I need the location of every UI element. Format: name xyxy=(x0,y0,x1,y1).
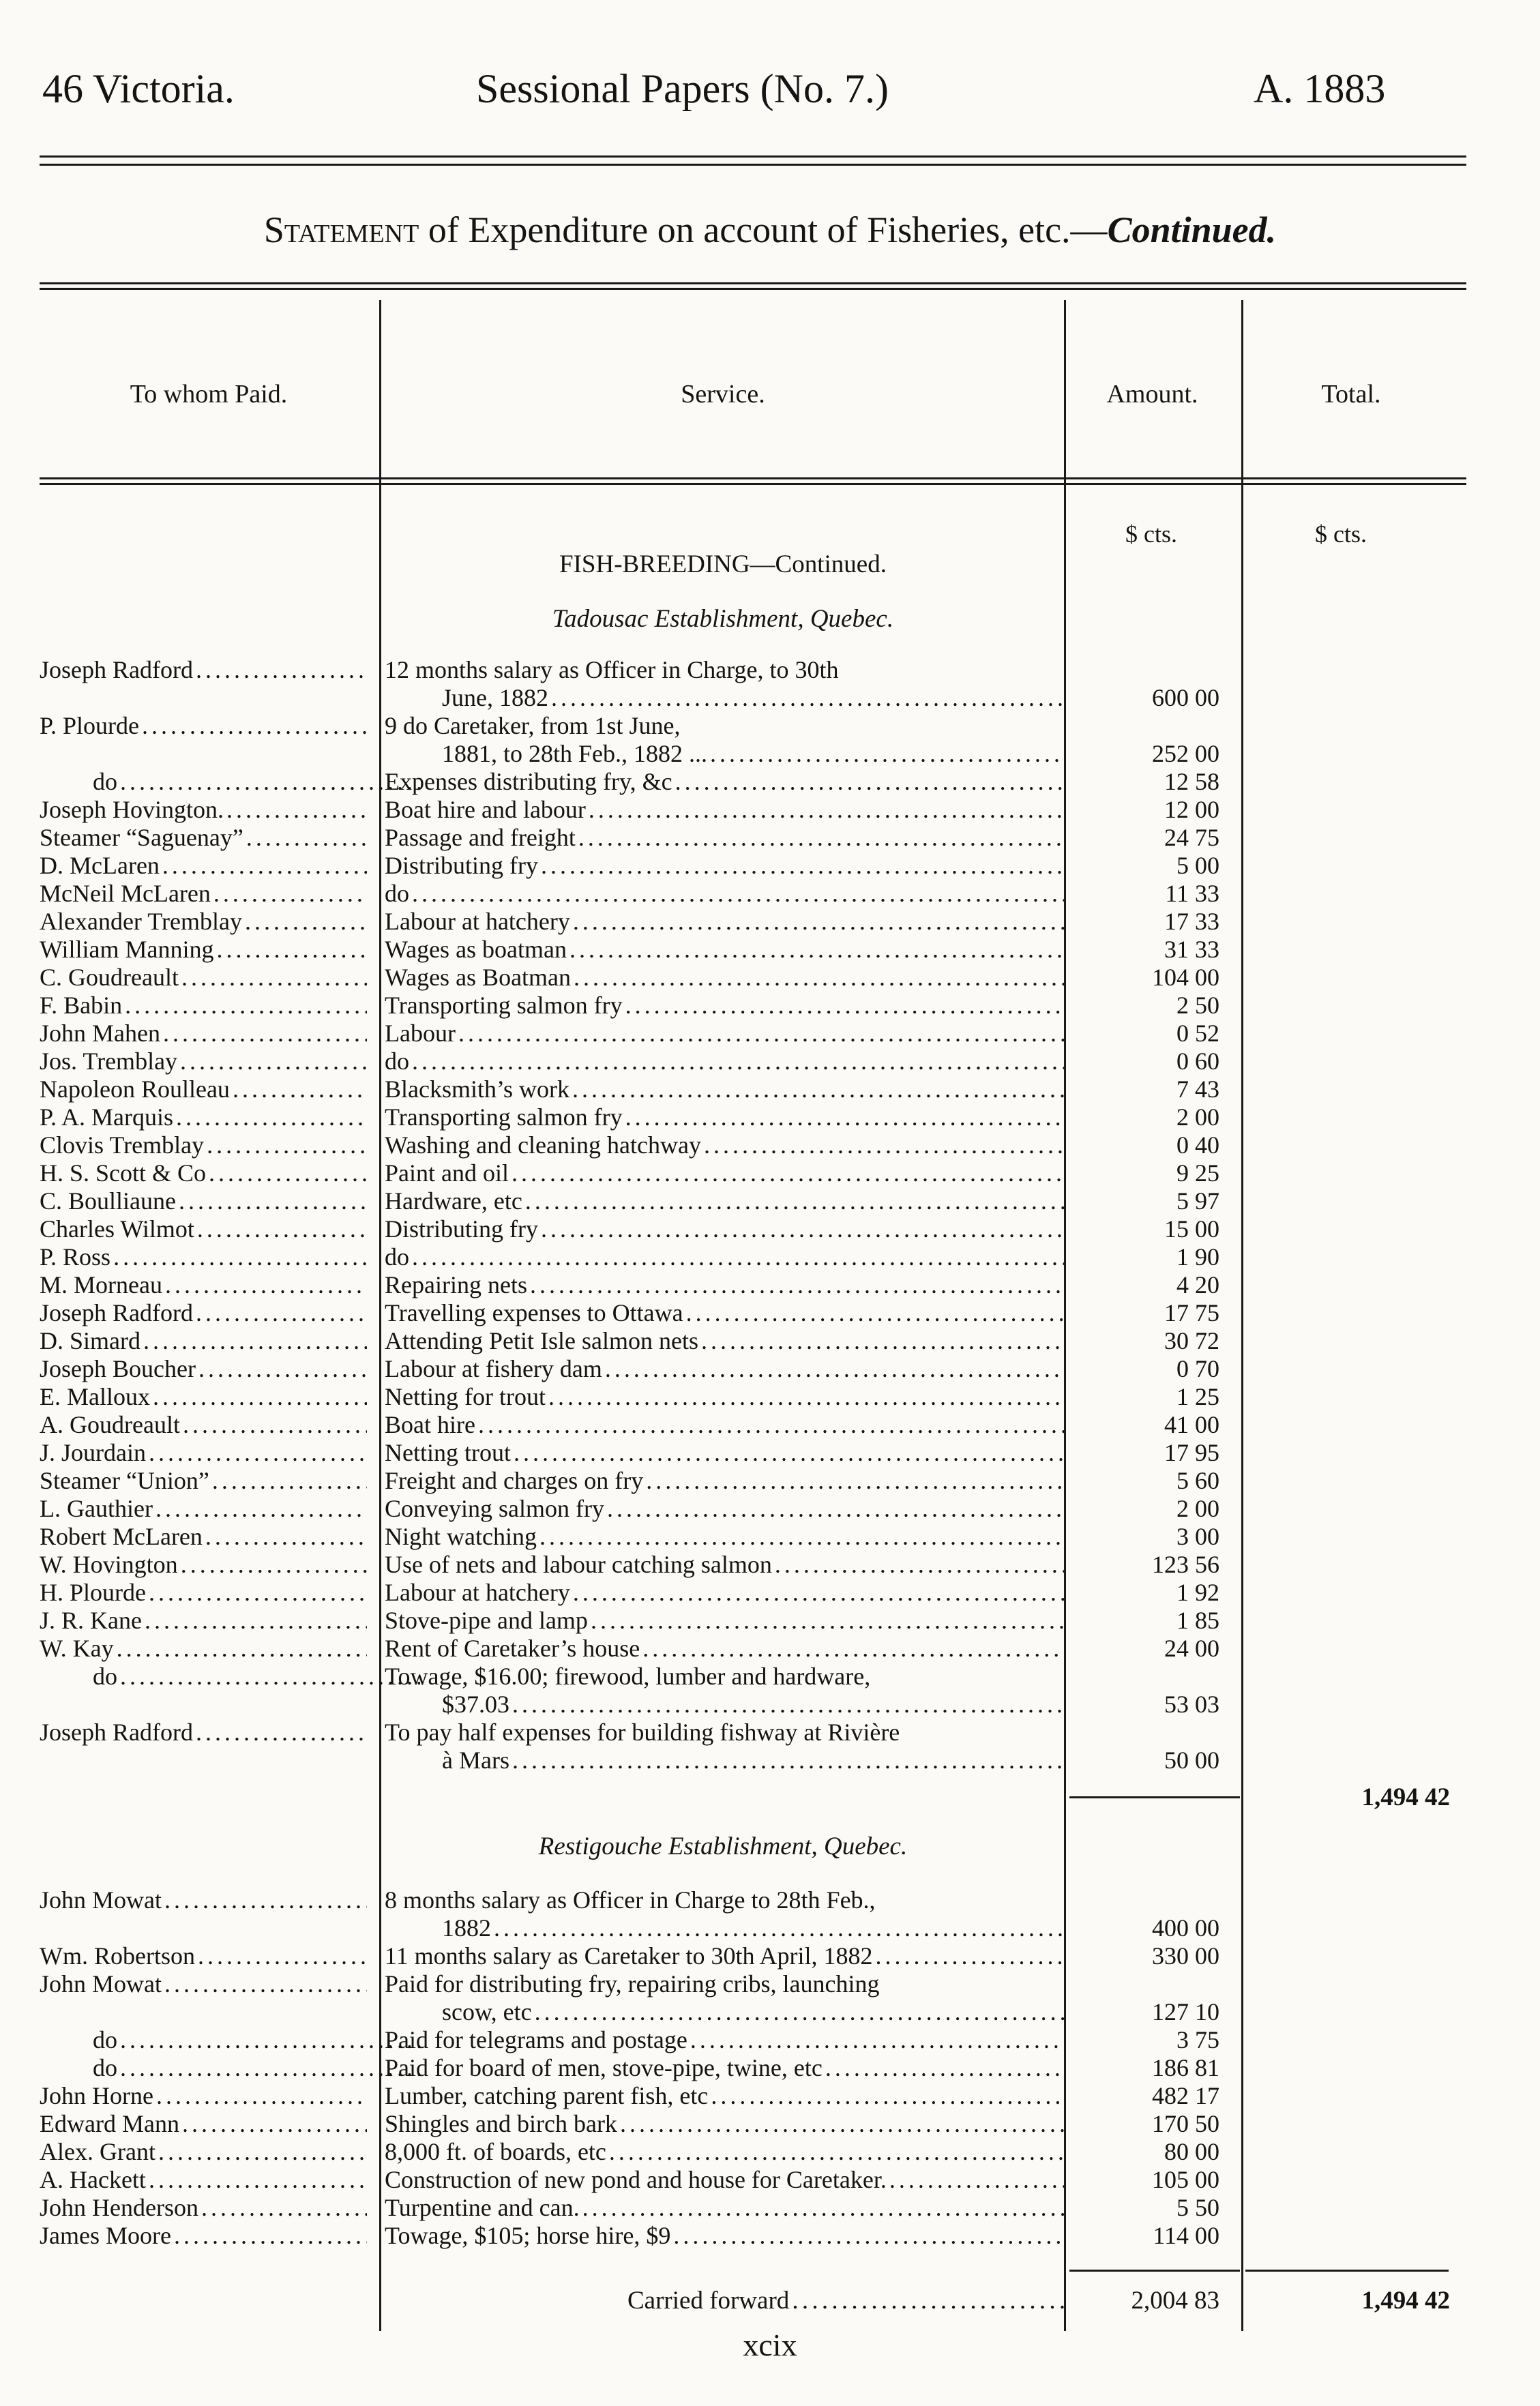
service-cell xyxy=(385,1551,1064,1579)
service-text: Wages as Boatman xyxy=(385,964,572,991)
payee-name: P. Ross xyxy=(40,1243,111,1271)
service-cell xyxy=(385,1635,1064,1663)
amount-cell: 170 50 xyxy=(1152,2110,1219,2137)
amount-cell: 2 00 xyxy=(1176,1103,1219,1131)
service-text: Paid for board of men, stove-pipe, twine, etc xyxy=(385,2054,823,2081)
header-left: 46 Victoria. xyxy=(42,66,235,111)
payee-name: C. Boulliaune xyxy=(40,1187,176,1215)
header-right: A. 1883 xyxy=(1254,66,1386,111)
amount-cell: 5 50 xyxy=(1176,2194,1219,2221)
amount-cell: 252 00 xyxy=(1152,740,1219,767)
payee-cell xyxy=(40,1215,378,1243)
service-text: Attending Petit Isle salmon nets xyxy=(385,1327,698,1354)
payee-name: do xyxy=(93,2054,117,2081)
column-divider-amount xyxy=(1241,300,1243,2331)
payee-cell xyxy=(40,1439,378,1467)
service-cell xyxy=(385,1187,1064,1215)
payee-cell xyxy=(93,768,431,796)
carried-forward-label: Carried forward xyxy=(627,2287,790,2315)
payee-cell xyxy=(40,1886,378,1914)
service-text: 9 do Caretaker, from 1st June, xyxy=(385,712,681,739)
service-text: Netting trout xyxy=(385,1439,511,1466)
service-text: 11 months salary as Caretaker to 30th April, 1882 xyxy=(385,1942,873,1970)
service-text: Towage, $16.00; firewood, lumber and hardware, xyxy=(385,1663,871,1690)
service-text: Paid for distributing fry, repairing cribs, launching xyxy=(385,1970,880,1997)
subtotal-rule xyxy=(1069,1796,1240,1798)
payee-name: M. Morneau xyxy=(40,1271,162,1298)
payee-cell xyxy=(40,2194,378,2222)
service-cell xyxy=(385,1942,1064,1970)
payee-cell xyxy=(40,1942,378,1970)
service-cell xyxy=(385,1523,1064,1551)
amount-cell: 0 40 xyxy=(1176,1131,1219,1159)
service-text: Boat hire xyxy=(385,1411,475,1438)
service-text: 1881, to 28th Feb., 1882 ... xyxy=(442,740,708,767)
amount-cell: 2 50 xyxy=(1176,992,1219,1019)
service-cell xyxy=(385,1048,1064,1075)
amount-cell: 600 00 xyxy=(1152,684,1219,711)
payee-cell xyxy=(40,1131,378,1159)
payee-name: Joseph Radford xyxy=(40,1299,193,1326)
payee-cell xyxy=(40,1327,378,1355)
service-cell xyxy=(385,1383,1064,1411)
payee-name: Steamer “Union” xyxy=(40,1467,209,1494)
amount-cell: 0 60 xyxy=(1176,1048,1219,1075)
column-header-to-whom: To whom Paid. xyxy=(130,380,288,409)
amount-cell: 5 00 xyxy=(1176,852,1219,879)
service-cell xyxy=(385,936,1064,964)
payee-name: J. Jourdain xyxy=(40,1439,146,1466)
amount-cell: 0 52 xyxy=(1176,1020,1219,1047)
service-cell xyxy=(385,1886,1064,1942)
amount-cell: 3 00 xyxy=(1176,1523,1219,1550)
payee-cell xyxy=(40,2082,378,2110)
service-cell xyxy=(385,1131,1064,1159)
payee-name: J. R. Kane xyxy=(40,1607,142,1634)
tadousac-total: 1,494 42 xyxy=(1361,1783,1450,1811)
service-text: Labour at hatchery xyxy=(385,908,570,935)
service-cell xyxy=(385,1215,1064,1243)
payee-cell xyxy=(40,1970,378,1998)
service-text: To pay half expenses for building fishway at Rivière xyxy=(385,1719,900,1746)
payee-name: Steamer “Saguenay” xyxy=(40,824,243,851)
payee-name: W. Hovington xyxy=(40,1551,178,1578)
payee-name: Charles Wilmot xyxy=(40,1215,194,1243)
payee-name: Jos. Tremblay xyxy=(40,1048,178,1075)
service-text: Washing and cleaning hatchway xyxy=(385,1131,701,1159)
payee-cell xyxy=(40,1635,378,1663)
service-cell xyxy=(385,908,1064,936)
service-text: Travelling expenses to Ottawa xyxy=(385,1299,683,1326)
statement-title xyxy=(0,209,1540,251)
service-text: Passage and freight xyxy=(385,824,576,851)
service-text: Distributing fry xyxy=(385,852,538,879)
payee-name: Joseph Radford xyxy=(40,656,193,683)
amount-units: $ cts. xyxy=(1125,520,1177,548)
column-header-total: Total. xyxy=(1321,380,1381,409)
payee-name: Napoleon Roulleau xyxy=(40,1075,230,1103)
amount-cell: 1 90 xyxy=(1176,1243,1219,1271)
service-cell xyxy=(385,656,1064,712)
amount-cell: 17 95 xyxy=(1164,1439,1219,1466)
service-text: Shingles and birch bark xyxy=(385,2110,617,2137)
payee-name: H. Plourde xyxy=(40,1579,146,1606)
service-text: 8,000 ft. of boards, etc xyxy=(385,2138,606,2165)
payee-name: James Moore xyxy=(40,2222,171,2249)
column-header-service: Service. xyxy=(681,380,765,409)
payee-name: Alexander Tremblay xyxy=(40,908,242,935)
amount-cell: 3 75 xyxy=(1176,2026,1219,2053)
payee-name: W. Kay xyxy=(40,1635,114,1662)
service-cell xyxy=(385,712,1064,768)
service-text: Paid for telegrams and postage xyxy=(385,2026,687,2053)
service-text: Lumber, catching parent fish, etc xyxy=(385,2082,709,2109)
payee-cell xyxy=(93,1663,431,1691)
carried-forward-rule-amount xyxy=(1069,2270,1240,2272)
payee-name: Joseph Radford xyxy=(40,1719,193,1746)
payee-name: E. Malloux xyxy=(40,1383,150,1410)
service-text: Construction of new pond and house for Caretaker. xyxy=(385,2166,887,2193)
amount-cell: 17 33 xyxy=(1164,908,1219,935)
payee-name: P. A. Marquis xyxy=(40,1103,174,1131)
header-center: Sessional Papers (No. 7.) xyxy=(476,66,889,111)
payee-cell xyxy=(40,1719,378,1747)
amount-cell: 24 00 xyxy=(1164,1635,1219,1662)
service-cell xyxy=(385,2222,1064,2250)
payee-cell xyxy=(40,1383,378,1411)
service-cell xyxy=(385,1075,1064,1103)
service-text: do xyxy=(385,1048,409,1075)
payee-cell xyxy=(40,2110,378,2138)
statement-of: of xyxy=(428,209,459,250)
payee-name: do xyxy=(93,1663,117,1690)
payee-name: P. Plourde xyxy=(40,712,140,739)
payee-name: John Mahen xyxy=(40,1020,160,1047)
service-text: Wages as boatman xyxy=(385,936,567,963)
payee-cell xyxy=(93,2026,431,2054)
amount-cell: 15 00 xyxy=(1164,1215,1219,1243)
service-text: Paint and oil xyxy=(385,1159,509,1187)
amount-cell: 105 00 xyxy=(1152,2166,1219,2193)
service-text: 12 months salary as Officer in Charge, to 30th xyxy=(385,656,839,683)
section-title-fish-breeding: FISH-BREEDING—Continued. xyxy=(559,550,887,578)
service-cell xyxy=(385,1439,1064,1467)
service-cell xyxy=(385,1411,1064,1439)
column-header-rule-1 xyxy=(40,477,1466,479)
payee-cell xyxy=(40,796,378,824)
payee-cell xyxy=(40,852,378,880)
service-text: Night watching xyxy=(385,1523,537,1550)
service-text: Labour xyxy=(385,1020,456,1047)
service-text: Expenses distributing fry, &c xyxy=(385,768,672,795)
amount-cell: 12 00 xyxy=(1164,796,1219,823)
service-text: Repairing nets xyxy=(385,1271,527,1298)
payee-name: A. Goudreault xyxy=(40,1411,180,1438)
service-cell xyxy=(385,824,1064,852)
payee-cell xyxy=(40,1271,378,1299)
payee-name: D. McLaren xyxy=(40,852,160,879)
carried-forward-total: 1,494 42 xyxy=(1361,2287,1450,2315)
service-text: Transporting salmon fry xyxy=(385,992,623,1019)
service-text: Labour at hatchery xyxy=(385,1579,570,1606)
amount-cell: 30 72 xyxy=(1164,1327,1219,1354)
service-cell xyxy=(385,2166,1064,2194)
payee-cell xyxy=(40,1495,378,1523)
payee-cell xyxy=(93,2054,431,2082)
service-text: do xyxy=(385,880,409,907)
total-units: $ cts. xyxy=(1315,520,1367,548)
payee-cell xyxy=(40,964,378,992)
service-cell xyxy=(385,964,1064,992)
payee-cell xyxy=(40,1355,378,1383)
service-cell xyxy=(385,768,1064,796)
amount-cell: 17 75 xyxy=(1164,1299,1219,1326)
service-text: Boat hire and labour xyxy=(385,796,586,823)
payee-cell xyxy=(40,880,378,908)
service-cell xyxy=(385,1020,1064,1048)
payee-name: do xyxy=(93,2026,117,2053)
payee-cell xyxy=(40,1411,378,1439)
payee-name: John Mowat xyxy=(40,1970,162,1997)
payee-cell xyxy=(40,2222,378,2250)
service-text: June, 1882 xyxy=(442,684,548,711)
service-cell xyxy=(385,2054,1064,2082)
header-rule-bottom xyxy=(40,164,1466,166)
payee-cell xyxy=(40,1048,378,1075)
payee-cell xyxy=(40,1020,378,1048)
amount-cell: 0 70 xyxy=(1176,1355,1219,1382)
payee-name: John Horne xyxy=(40,2082,153,2109)
section-subtitle-tadousac: Tadousac Establishment, Quebec. xyxy=(552,605,894,633)
payee-cell xyxy=(40,824,378,852)
service-cell xyxy=(385,2082,1064,2110)
payee-name: L. Gauthier xyxy=(40,1495,153,1522)
statement-lead: Statement xyxy=(263,209,419,250)
payee-cell xyxy=(40,1607,378,1635)
amount-cell: 2 00 xyxy=(1176,1495,1219,1522)
payee-cell xyxy=(40,2138,378,2166)
payee-name: Joseph Hovington. xyxy=(40,796,224,823)
payee-name: F. Babin xyxy=(40,992,123,1019)
service-cell xyxy=(385,1970,1064,2026)
table-rule-top-1 xyxy=(40,282,1466,284)
service-text: Towage, $105; horse hire, $9 xyxy=(385,2222,671,2249)
service-cell xyxy=(385,1355,1064,1383)
amount-cell: 104 00 xyxy=(1152,964,1219,991)
payee-name: William Manning xyxy=(40,936,214,963)
header-rule-top xyxy=(40,155,1466,158)
service-cell xyxy=(385,1103,1064,1131)
service-cell xyxy=(385,2194,1064,2222)
service-cell xyxy=(385,2110,1064,2138)
payee-cell xyxy=(40,1159,378,1187)
service-text: $37.03 xyxy=(442,1691,509,1718)
amount-cell: 41 00 xyxy=(1164,1411,1219,1438)
service-cell xyxy=(385,1495,1064,1523)
carried-forward-label-wrap xyxy=(627,2286,1064,2315)
payee-name: John Henderson xyxy=(40,2194,198,2221)
amount-cell: 127 10 xyxy=(1152,1998,1219,2025)
amount-cell: 482 17 xyxy=(1152,2082,1219,2109)
payee-name: Robert McLaren xyxy=(40,1523,203,1550)
amount-cell: 7 43 xyxy=(1176,1075,1219,1103)
payee-name: Alex. Grant xyxy=(40,2138,156,2165)
payee-cell xyxy=(40,1103,378,1131)
service-text: Transporting salmon fry xyxy=(385,1103,623,1131)
service-cell xyxy=(385,796,1064,824)
amount-cell: 1 25 xyxy=(1176,1383,1219,1410)
service-cell xyxy=(385,1299,1064,1327)
payee-cell xyxy=(40,1243,378,1271)
amount-cell: 31 33 xyxy=(1164,936,1219,963)
payee-cell xyxy=(40,1523,378,1551)
carried-forward-amount: 2,004 83 xyxy=(1131,2287,1219,2315)
amount-cell: 186 81 xyxy=(1152,2054,1219,2081)
service-cell xyxy=(385,1159,1064,1187)
service-cell xyxy=(385,880,1064,908)
amount-cell: 4 20 xyxy=(1176,1271,1219,1298)
amount-cell: 330 00 xyxy=(1152,1942,1219,1970)
column-header-amount: Amount. xyxy=(1106,380,1198,409)
payee-cell xyxy=(40,992,378,1020)
amount-cell: 80 00 xyxy=(1164,2138,1219,2165)
payee-name: Clovis Tremblay xyxy=(40,1131,205,1159)
service-text: 8 months salary as Officer in Charge to 28th Feb., xyxy=(385,1886,876,1914)
service-cell xyxy=(385,1467,1064,1495)
amount-cell: 1 92 xyxy=(1176,1579,1219,1606)
amount-cell: 50 00 xyxy=(1164,1747,1219,1774)
service-text: Conveying salmon fry xyxy=(385,1495,604,1522)
service-cell xyxy=(385,1243,1064,1271)
payee-cell xyxy=(40,1299,378,1327)
statement-text: Expenditure on account of Fisheries, etc.— xyxy=(468,209,1108,250)
service-cell xyxy=(385,992,1064,1020)
service-cell xyxy=(385,1579,1064,1607)
payee-name: Wm. Robertson xyxy=(40,1942,195,1970)
service-cell xyxy=(385,1663,1064,1719)
service-cell xyxy=(385,1327,1064,1355)
service-cell xyxy=(385,1271,1064,1299)
service-text: 1882 xyxy=(442,1914,491,1942)
payee-cell xyxy=(40,656,378,684)
payee-cell xyxy=(40,908,378,936)
payee-name: John Mowat xyxy=(40,1886,162,1914)
payee-name: C. Goudreault xyxy=(40,964,179,991)
payee-name: Joseph Boucher xyxy=(40,1355,196,1382)
amount-cell: 123 56 xyxy=(1152,1551,1219,1578)
amount-cell: 1 85 xyxy=(1176,1607,1219,1634)
service-text: Hardware, etc xyxy=(385,1187,522,1215)
payee-cell xyxy=(40,1075,378,1103)
service-text: Netting for trout xyxy=(385,1383,546,1410)
amount-cell: 12 58 xyxy=(1164,768,1219,795)
amount-cell: 53 03 xyxy=(1164,1691,1219,1718)
carried-forward-rule-total xyxy=(1245,2270,1449,2272)
payee-name: D. Simard xyxy=(40,1327,140,1354)
service-text: Labour at fishery dam xyxy=(385,1355,602,1382)
amount-cell: 24 75 xyxy=(1164,824,1219,851)
service-cell xyxy=(385,852,1064,880)
payee-name: McNeil McLaren xyxy=(40,880,211,907)
service-text: Use of nets and labour catching salmon xyxy=(385,1551,772,1578)
section-subtitle-restigouche: Restigouche Establishment, Quebec. xyxy=(538,1832,908,1860)
statement-continued: Continued. xyxy=(1107,209,1277,250)
service-text: Blacksmith’s work xyxy=(385,1075,569,1103)
page-folio: xcix xyxy=(743,2328,797,2362)
amount-cell: 400 00 xyxy=(1152,1914,1219,1942)
column-header-rule-2 xyxy=(40,483,1466,485)
service-cell xyxy=(385,1719,1064,1774)
service-text: Distributing fry xyxy=(385,1215,538,1243)
service-text: à Mars xyxy=(442,1747,509,1774)
amount-cell: 114 00 xyxy=(1153,2222,1219,2249)
service-text: scow, etc xyxy=(442,1998,532,2025)
payee-cell xyxy=(40,1579,378,1607)
service-cell xyxy=(385,2138,1064,2166)
payee-name: do xyxy=(93,768,117,795)
payee-name: Edward Mann xyxy=(40,2110,179,2137)
payee-cell xyxy=(40,1467,378,1495)
amount-cell: 9 25 xyxy=(1176,1159,1219,1187)
payee-cell xyxy=(40,2166,378,2194)
amount-cell: 5 97 xyxy=(1176,1187,1219,1215)
payee-cell xyxy=(40,1187,378,1215)
payee-cell xyxy=(40,712,378,740)
amount-cell: 5 60 xyxy=(1176,1467,1219,1494)
payee-name: A. Hackett xyxy=(40,2166,146,2193)
payee-name: H. S. Scott & Co xyxy=(40,1159,207,1187)
service-cell xyxy=(385,1607,1064,1635)
service-text: Freight and charges on fry xyxy=(385,1467,644,1494)
service-text: Stove-pipe and lamp xyxy=(385,1607,588,1634)
amount-cell: 11 33 xyxy=(1165,880,1219,907)
service-text: Turpentine and can. xyxy=(385,2194,580,2221)
service-cell xyxy=(385,2026,1064,2054)
table-rule-top-2 xyxy=(40,288,1466,290)
service-text: do xyxy=(385,1243,409,1271)
service-text: Rent of Caretaker’s house xyxy=(385,1635,640,1662)
payee-cell xyxy=(40,1551,378,1579)
payee-cell xyxy=(40,936,378,964)
